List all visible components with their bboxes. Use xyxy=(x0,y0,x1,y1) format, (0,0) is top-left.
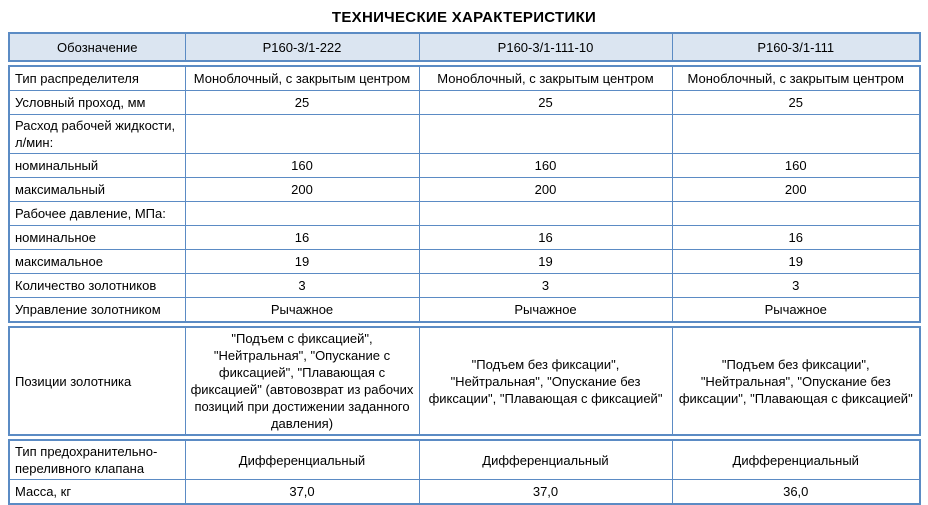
table-row xyxy=(9,274,920,298)
cell-value: 160 xyxy=(185,154,419,178)
row-label: Тип распределителя xyxy=(9,64,185,91)
cell-value: "Подъем без фиксации", "Нейтральная", "Опускание без фиксации", "Плавающая с фиксацией" xyxy=(419,325,672,438)
cell-value: Моноблочный, с закрытым центром xyxy=(672,64,920,91)
cell-value: 25 xyxy=(185,91,419,115)
cell-value: Дифференциальный xyxy=(419,438,672,480)
cell-value: 25 xyxy=(419,91,672,115)
row-label: максимальное xyxy=(9,250,185,274)
row-label: Позиции золотника xyxy=(9,325,185,438)
cell-value: 200 xyxy=(419,178,672,202)
table-row xyxy=(9,480,920,505)
cell-value xyxy=(672,202,920,226)
cell-value: 36,0 xyxy=(672,480,920,505)
row-label: номинальное xyxy=(9,226,185,250)
table-row xyxy=(9,115,920,154)
cell-value xyxy=(419,202,672,226)
cell-value xyxy=(185,115,419,154)
table-row xyxy=(9,298,920,325)
cell-value: 3 xyxy=(419,274,672,298)
row-label: Количество золотников xyxy=(9,274,185,298)
cell-value: Дифференциальный xyxy=(672,438,920,480)
cell-value: Моноблочный, с закрытым центром xyxy=(419,64,672,91)
cell-value: Моноблочный, с закрытым центром xyxy=(185,64,419,91)
cell-value xyxy=(419,115,672,154)
cell-value: 160 xyxy=(419,154,672,178)
cell-value: 3 xyxy=(672,274,920,298)
row-label: номинальный xyxy=(9,154,185,178)
row-label: Тип предохранительно-переливного клапана xyxy=(9,438,185,480)
table-row xyxy=(9,91,920,115)
row-label: Рабочее давление, МПа: xyxy=(9,202,185,226)
row-label: Управление золотником xyxy=(9,298,185,325)
header-row xyxy=(9,33,920,64)
row-label: Масса, кг xyxy=(9,480,185,505)
column-header: Р160-3/1-222 xyxy=(185,33,419,64)
cell-value: "Подъем без фиксации", "Нейтральная", "Опускание без фиксации", "Плавающая с фиксацией" xyxy=(672,325,920,438)
cell-value xyxy=(672,115,920,154)
table-row xyxy=(9,250,920,274)
cell-value xyxy=(185,202,419,226)
table-row xyxy=(9,154,920,178)
table-row xyxy=(9,64,920,91)
cell-value: 25 xyxy=(672,91,920,115)
cell-value: 16 xyxy=(419,226,672,250)
cell-value: 200 xyxy=(672,178,920,202)
row-label: Расход рабочей жидкости, л/мин: xyxy=(9,115,185,154)
cell-value: Рычажное xyxy=(672,298,920,325)
column-header: Р160-3/1-111-10 xyxy=(419,33,672,64)
row-label: максимальный xyxy=(9,178,185,202)
cell-value: 37,0 xyxy=(419,480,672,505)
cell-value: 160 xyxy=(672,154,920,178)
page-title: ТЕХНИЧЕСКИЕ ХАРАКТЕРИСТИКИ xyxy=(331,9,597,26)
column-header: Обозначение xyxy=(9,33,185,64)
table-row xyxy=(9,226,920,250)
cell-value: 19 xyxy=(185,250,419,274)
cell-value: 3 xyxy=(185,274,419,298)
cell-value: Рычажное xyxy=(185,298,419,325)
cell-value: 37,0 xyxy=(185,480,419,505)
spec-table xyxy=(8,32,921,505)
table-row xyxy=(9,202,920,226)
column-header: Р160-3/1-111 xyxy=(672,33,920,64)
cell-value: "Подъем с фиксацией", "Нейтральная", "Опускание с фиксацией", "Плавающая с фиксацией" (автовозврат из рабочих позиций при достижении заданного давления) xyxy=(185,325,419,438)
cell-value: 16 xyxy=(672,226,920,250)
cell-value: Рычажное xyxy=(419,298,672,325)
cell-value: Дифференциальный xyxy=(185,438,419,480)
cell-value: 19 xyxy=(419,250,672,274)
table-row xyxy=(9,325,920,438)
cell-value: 16 xyxy=(185,226,419,250)
table-row xyxy=(9,438,920,480)
cell-value: 200 xyxy=(185,178,419,202)
cell-value: 19 xyxy=(672,250,920,274)
row-label: Условный проход, мм xyxy=(9,91,185,115)
table-row xyxy=(9,178,920,202)
